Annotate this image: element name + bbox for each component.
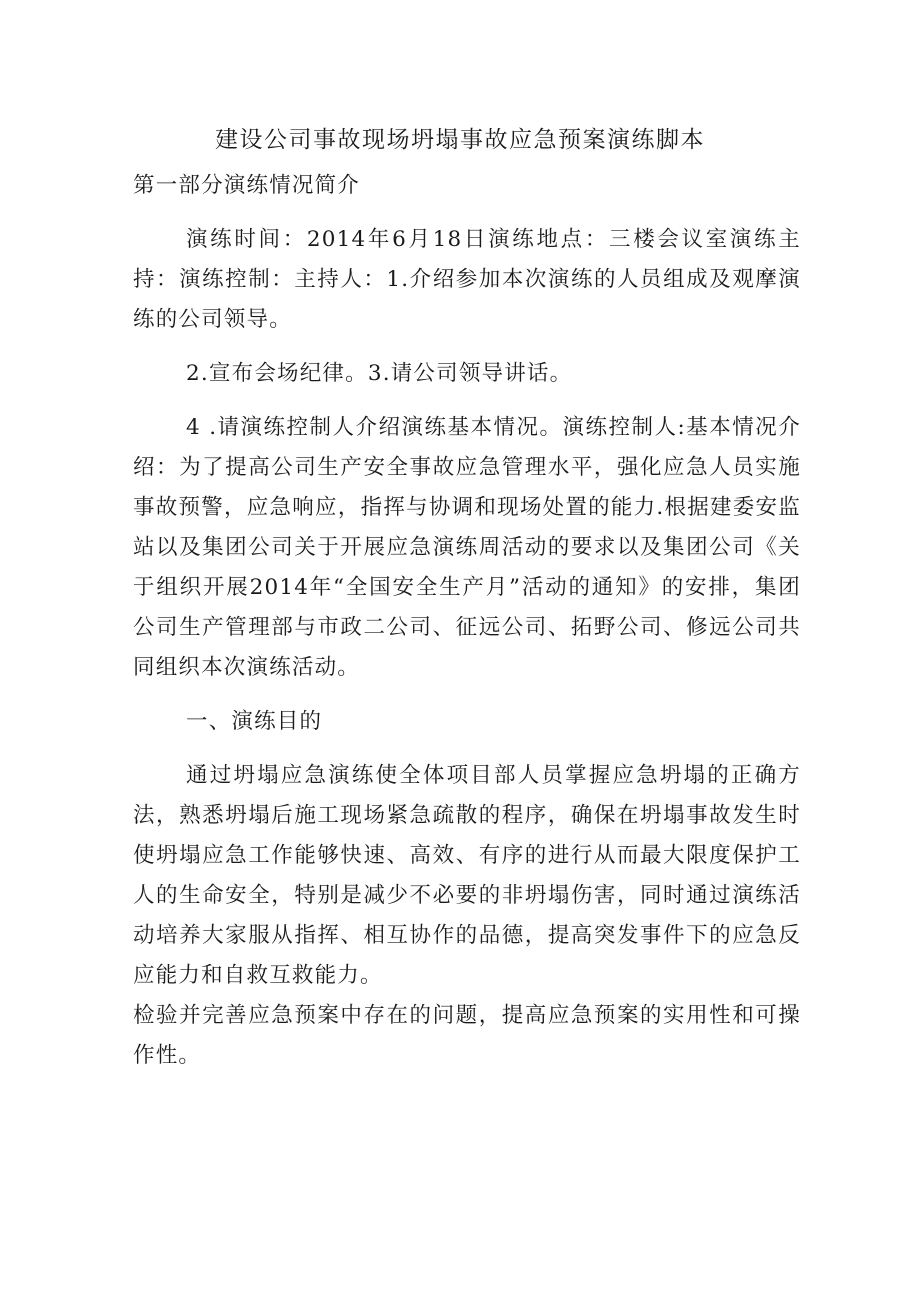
document-body [133,166,801,1076]
document-title: 建设公司事故现场坍塌事故应急预案演练脚本 [215,127,705,153]
paragraph-purpose: 通过坍塌应急演练使全体项目部人员掌握应急坍塌的正确方法，熟悉坍塌后施工现场紧急疏散的程序，确保在坍塌事故发生时使坍塌应急工作能够快速、高效、有序的进行从而最大限度保护工人的生命安全，特别是减少不必要的非坍塌伤害，同时通过演练活动培养大家服从指挥、相互协作的品德，提高突发事件下的应急反应能力和自救互救能力。 [133,763,801,988]
paragraph-basic-situation: 4 .请演练控制人介绍演练基本情况。演练控制人:基本情况介绍：为了提高公司生产安全事故应急管理水平，强化应急人员实施事故预警，应急响应，指挥与协调和现场处置的能力.根据建委安监站以及集团公司关于开展应急演练周活动的要求以及集团公司《关于组织开展2014年“全国安全生产月”活动的通知》的安排，集团公司生产管理部与市政二公司、征远公司、拓野公司、修远公司共同组织本次演练活动。 [133,415,801,680]
paragraph-drill-info: 演练时间：2014年6月18日演练地点：三楼会议室演练主持：演练控制：主持人：1.介绍参加本次演练的人员组成及观摩演练的公司领导。 [133,227,801,332]
section-heading-overview: 第一部分演练情况简介 [133,173,361,198]
section-heading-purpose: 一、演练目的 [186,709,323,734]
paragraph-inspection: 检验并完善应急预案中存在的问题，提高应急预案的实用性和可操作性。 [133,1003,801,1068]
paragraph-discipline: 2.宣布会场纪律。3.请公司领导讲话。 [186,361,573,386]
